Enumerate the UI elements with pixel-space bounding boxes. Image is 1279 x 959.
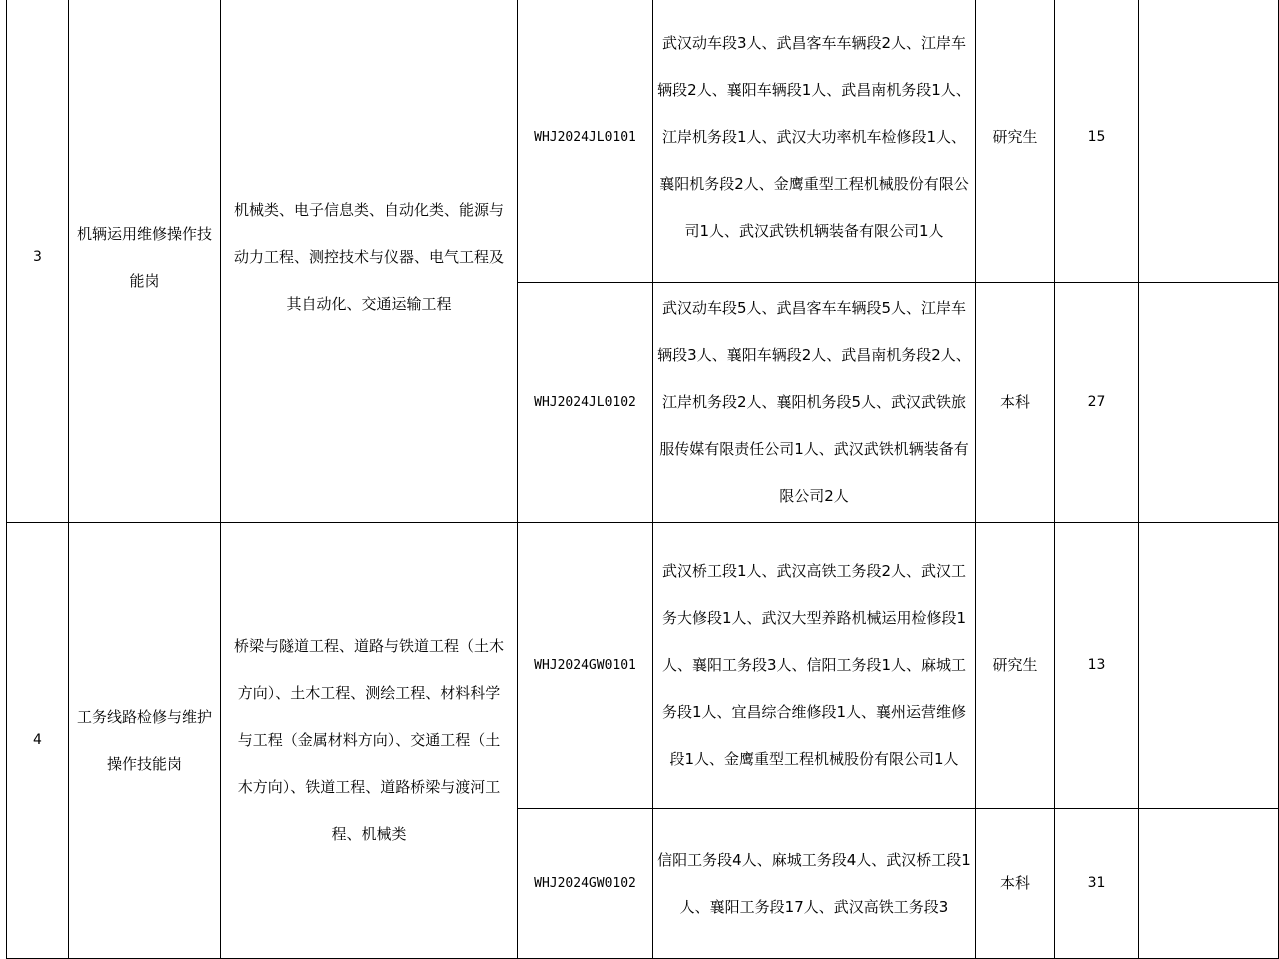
remark-cell [1139,523,1279,809]
recruitment-table [6,0,1279,959]
majors-line: 与工程（金属材料方向）、交通工程（土 [237,731,501,749]
units-cell: 武汉动车段3人、武昌客车车辆段2人、江岸车辆段2人、襄阳车辆段1人、武昌南机务段1人、江岸机务段1人、武汉大功率机车检修段1人、襄阳机务段2人、金鹰重型工程机械股份有限公司1人、武汉武铁机辆装备有限公司1人 [653,0,976,283]
majors-line: 木方向）、铁道工程、道路桥梁与渡河工 [237,778,501,796]
row-number-cell: 4 [7,523,69,959]
majors-line: 程、机械类 [331,825,407,843]
table-row [7,0,1279,283]
row-number-cell: 3 [7,0,69,523]
position-code-cell: WHJ2024JL0101 [518,0,653,283]
majors-line: 方向）、土木工程、测绘工程、材料科学 [237,684,501,702]
majors-line: 桥梁与隧道工程、道路与铁道工程（土木 [233,637,504,655]
majors-line: 动力工程、测控技术与仪器、电气工程及 [233,248,504,266]
education-cell: 本科 [976,809,1055,959]
units-cell: 武汉桥工段1人、武汉高铁工务段2人、武汉工务大修段1人、武汉大型养路机械运用检修段1人、襄阳工务段3人、信阳工务段1人、麻城工务段1人、宜昌综合维修段1人、襄州运营维修段1人、金鹰重型工程机械股份有限公司1人 [653,523,976,809]
count-cell: 15 [1055,0,1139,283]
education-cell: 研究生 [976,523,1055,809]
count-cell: 13 [1055,523,1139,809]
remark-cell [1139,283,1279,523]
units-cell: 信阳工务段4人、麻城工务段4人、武汉桥工段1人、襄阳工务段17人、武汉高铁工务段3 [653,809,976,959]
position-cell: 工务线路检修与维护操作技能岗 [69,523,221,959]
position-code-cell: WHJ2024GW0101 [518,523,653,809]
majors-cell [221,523,518,959]
majors-line: 其自动化、交通运输工程 [286,295,452,313]
majors-cell [221,0,518,523]
majors-line: 机械类、电子信息类、自动化类、能源与 [233,201,504,219]
education-cell: 本科 [976,283,1055,523]
table-row [7,523,1279,809]
education-cell: 研究生 [976,0,1055,283]
remark-cell [1139,0,1279,283]
count-cell: 31 [1055,809,1139,959]
position-cell: 机辆运用维修操作技能岗 [69,0,221,523]
remark-cell [1139,809,1279,959]
position-code-cell: WHJ2024GW0102 [518,809,653,959]
position-code-cell: WHJ2024JL0102 [518,283,653,523]
units-cell: 武汉动车段5人、武昌客车车辆段5人、江岸车辆段3人、襄阳车辆段2人、武昌南机务段2人、江岸机务段2人、襄阳机务段5人、武汉武铁旅服传媒有限责任公司1人、武汉武铁机辆装备有限公司2人 [653,283,976,523]
count-cell: 27 [1055,283,1139,523]
